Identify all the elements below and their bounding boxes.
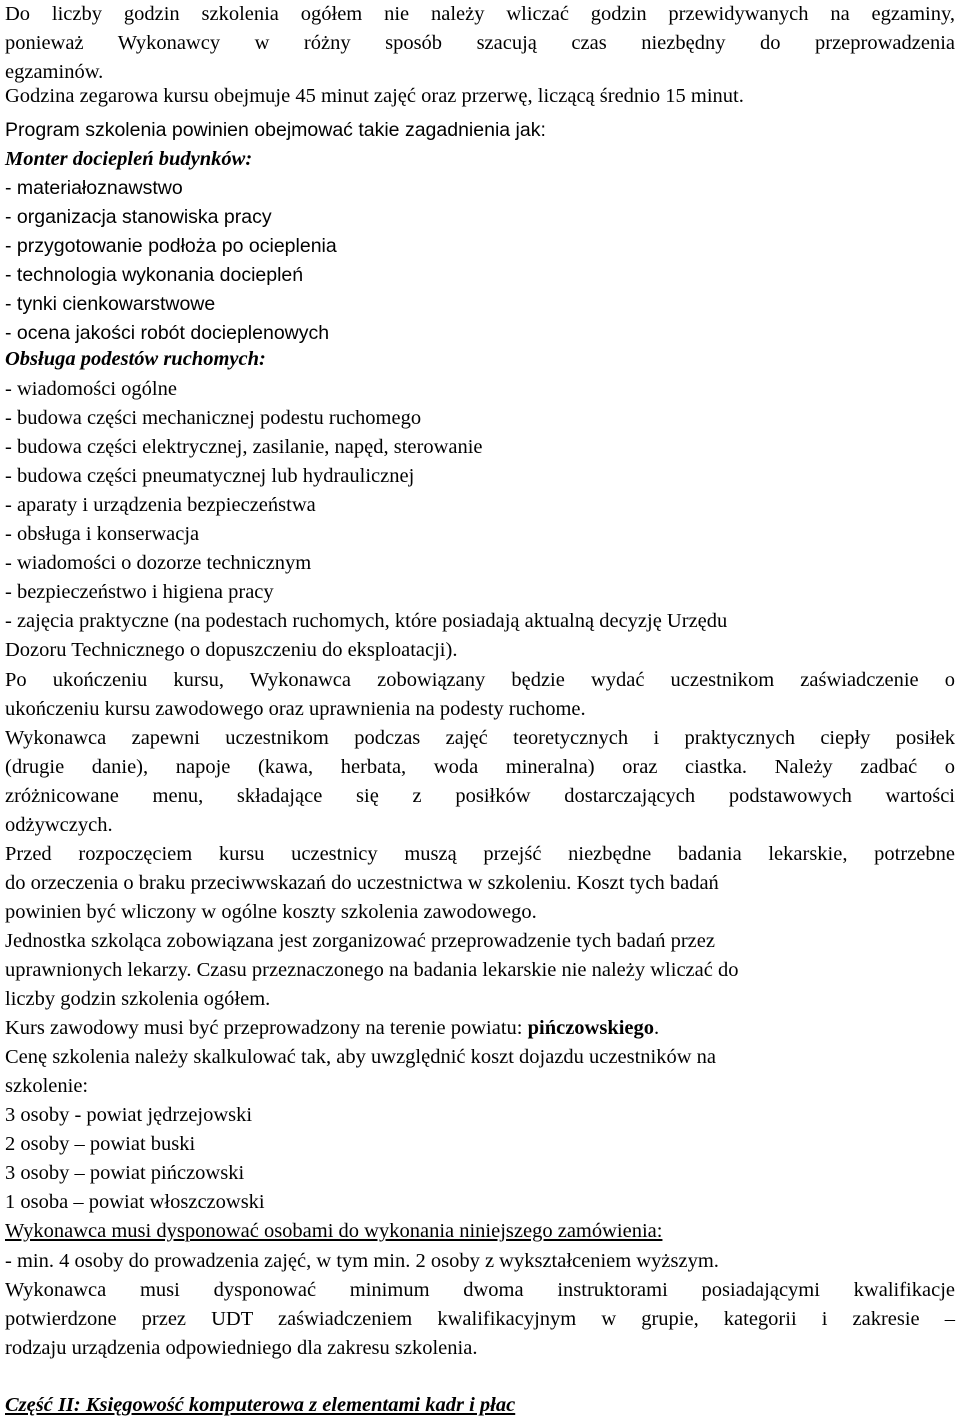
paragraph-line: zróżnicowane menu, składające się z posiłków dostarczających podstawowych wartości	[5, 785, 955, 807]
paragraph-line: rodzaju urządzenia odpowiedniego dla zakresu szkolenia.	[5, 1337, 478, 1359]
paragraph-line: Przed rozpoczęciem kursu uczestnicy muszą przejść niezbędne badania lekarskie, potrzebne	[5, 843, 955, 865]
staff-heading: Wykonawca musi dysponować osobami do wykonania niniejszego zamówienia:	[5, 1220, 663, 1242]
paragraph-line: ponieważ Wykonawcy w różny sposób szacują czas niezbędny do przeprowadzenia	[5, 32, 955, 54]
list-item: - organizacja stanowiska pracy	[5, 206, 272, 228]
paragraph-line: uprawnionych lekarzy. Czasu przeznaczonego na badania lekarskie nie należy wliczać do	[5, 959, 739, 981]
paragraph-line: Jednostka szkoląca zobowiązana jest zorganizować przeprowadzenie tych badań przez	[5, 930, 715, 952]
location-prefix: Kurs zawodowy musi być przeprowadzony na terenie powiatu:	[5, 1017, 528, 1039]
section-heading-monter: Monter dociepleń budynków:	[5, 148, 253, 170]
location-line	[5, 1014, 955, 1043]
list-item: - wiadomości ogólne	[5, 378, 177, 400]
paragraph-line: powinien być wliczony w ogólne koszty szkolenia zawodowego.	[5, 901, 537, 923]
staff-requirement: - min. 4 osoby do prowadzenia zajęć, w tym min. 2 osoby z wykształceniem wyższym.	[5, 1250, 719, 1272]
paragraph-line: Cenę szkolenia należy skalkulować tak, aby uwzględnić koszt dojazdu uczestników na	[5, 1046, 716, 1068]
paragraph-line: Godzina zegarowa kursu obejmuje 45 minut zajęć oraz przerwę, liczącą średnio 15 minut.	[5, 85, 744, 107]
participant-item: 2 osoby – powiat buski	[5, 1133, 196, 1155]
section-heading-podesty: Obsługa podestów ruchomych:	[5, 348, 266, 370]
list-item: - przygotowanie podłoża po ocieplenia	[5, 235, 337, 257]
paragraph-line: liczby godzin szkolenia ogółem.	[5, 988, 271, 1010]
paragraph-line: potwierdzone przez UDT zaświadczeniem kwalifikacyjnym w grupie, kategorii i zakresie –	[5, 1308, 955, 1330]
paragraph-line: ukończeniu kursu zawodowego oraz uprawnienia na podesty ruchome.	[5, 698, 586, 720]
paragraph-line: odżywczych.	[5, 814, 113, 836]
list-item: - materiałoznawstwo	[5, 177, 183, 199]
participant-item: 3 osoby – powiat pińczowski	[5, 1162, 245, 1184]
list-item: - tynki cienkowarstwowe	[5, 293, 216, 315]
list-item: - technologia wykonania dociepleń	[5, 264, 304, 286]
paragraph-line: do orzeczenia o braku przeciwwskazań do uczestnictwa w szkoleniu. Koszt tych badań	[5, 872, 719, 894]
list-item: - budowa części mechanicznej podestu ruchomego	[5, 407, 422, 429]
list-item: - zajęcia praktyczne (na podestach ruchomych, które posiadają aktualną decyzję Urzędu	[5, 610, 728, 632]
paragraph-line: Do liczby godzin szkolenia ogółem nie należy wliczać godzin przewidywanych na egzaminy,	[5, 3, 955, 25]
paragraph-line: Wykonawca zapewni uczestnikom podczas zajęć teoretycznych i praktycznych ciepły posiłek	[5, 727, 955, 749]
list-item: - aparaty i urządzenia bezpieczeństwa	[5, 494, 316, 516]
location-suffix: .	[654, 1017, 660, 1039]
part2-heading: Część II: Księgowość komputerowa z elementami kadr i płac	[5, 1394, 516, 1416]
list-item: - budowa części pneumatycznej lub hydraulicznej	[5, 465, 415, 487]
list-item: Dozoru Technicznego o dopuszczeniu do eksploatacji).	[5, 639, 458, 661]
list-item: - ocena jakości robót docieplenowych	[5, 322, 330, 344]
paragraph-line: szkolenie:	[5, 1075, 89, 1097]
participant-item: 3 osoby - powiat jędrzejowski	[5, 1104, 253, 1126]
paragraph-line: (drugie danie), napoje (kawa, herbata, woda mineralna) oraz ciastka. Należy zadbać o	[5, 756, 955, 778]
list-item: - obsługa i konserwacja	[5, 523, 200, 545]
paragraph-line: Program szkolenia powinien obejmować takie zagadnienia jak:	[5, 119, 546, 141]
paragraph-line: Po ukończeniu kursu, Wykonawca zobowiązany będzie wydać uczestnikom zaświadczenie o	[5, 669, 955, 691]
location-county: pińczowskiego	[527, 1017, 655, 1039]
paragraph-line: egzaminów.	[5, 61, 104, 83]
list-item: - budowa części elektrycznej, zasilanie, napęd, sterowanie	[5, 436, 483, 458]
paragraph-line: Wykonawca musi dysponować minimum dwoma instruktorami posiadającymi kwalifikacje	[5, 1279, 955, 1301]
list-item: - bezpieczeństwo i higiena pracy	[5, 581, 274, 603]
participant-item: 1 osoba – powiat włoszczowski	[5, 1191, 265, 1213]
list-item: - wiadomości o dozorze technicznym	[5, 552, 312, 574]
